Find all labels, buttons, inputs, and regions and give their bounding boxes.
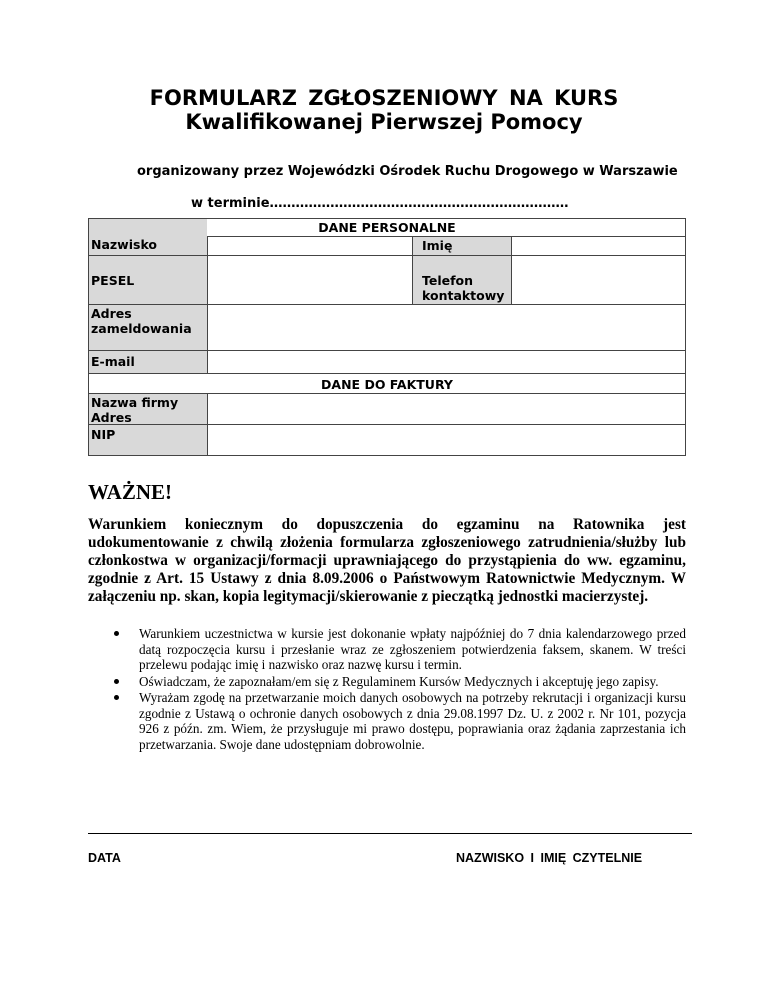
date-label: DATA [88, 851, 121, 865]
address-field[interactable] [208, 305, 685, 350]
email-label: E-mail [91, 354, 135, 369]
list-item [110, 674, 686, 690]
terms-list [110, 626, 686, 753]
phone-label: Telefon kontaktowy [422, 273, 505, 303]
surname-label: Nazwisko [91, 237, 158, 252]
bullet-icon [114, 695, 119, 700]
surname-field[interactable] [208, 237, 412, 255]
list-item [110, 690, 686, 752]
email-field[interactable] [208, 351, 685, 373]
signature-name-label: NAZWISKO I IMIĘ CZYTELNIE [456, 851, 643, 865]
list-item [110, 626, 686, 673]
nip-label: NIP [91, 427, 116, 442]
nip-field[interactable] [208, 425, 685, 455]
bullet-icon [114, 631, 119, 636]
bullet-icon [114, 679, 119, 684]
table-border-top [88, 218, 686, 219]
company-address-field[interactable] [208, 394, 685, 424]
pesel-field[interactable] [208, 256, 412, 304]
table-border-left [88, 218, 89, 456]
table-line [412, 236, 413, 304]
course-name: Kwalifikowanej Pierwszej Pomocy [185, 110, 583, 134]
name-field[interactable] [512, 237, 685, 255]
table-line [88, 373, 686, 374]
regulations-statement-text: Oświadczam, że zapoznałam/em się z Regulaminem Kursów Medycznych i akceptuję jego zapisy. [139, 673, 659, 689]
payment-terms-text: Warunkiem uczestnictwa w kursie jest dokonanie wpłaty najpóźniej do 7 dnia kalendarzowego przed datą rozpoczęcia kursu i przesłanie wraz ze zgłoszeniem potwierdzenia faksem, skanem. W treści przelewu podając imię i nazwisko oraz nazwę kursu i termin. [139, 626, 686, 672]
registration-table [88, 218, 686, 456]
section-personal-heading: DANE PERSONALNE [318, 220, 456, 235]
important-heading: WAŻNE! [88, 480, 173, 504]
term-line: w terminie…………………………………………………………… [191, 196, 569, 211]
data-consent-text: Wyrażam zgodę na przetwarzanie moich danych osobowych na potrzeby rekrutacji i organizacji kursu zgodnie z Ustawą o ochronie danych osobowych z dnia 29.08.1997 Dz. U. z 2002 r. Nr 101, pozycja 926 z późn. zm. Wiem, że przysługuje mi prawo dostępu, poprawiania oraz żądania zaprzestania ich przetwarzania. Swoje dane udostępniam dobrowolnie. [139, 690, 686, 752]
signature-line [88, 833, 692, 834]
address-label: Adres zameldowania [91, 306, 192, 336]
table-border-bottom [88, 455, 686, 456]
pesel-label: PESEL [91, 273, 135, 288]
table-border-right [685, 218, 686, 456]
admission-requirement-text: Warunkiem koniecznym do dopuszczenia do egzaminu na Ratownika jest udokumentowanie z chwilą złożenia formularza zgłoszeniowego zatrudnienia/służby lub członkostwa w organizacji/formacji uprawniającego do przystąpienia do ww. egzaminu, zgodnie z Art. 15 Ustawy z dnia 8.09.2006 o Państwowym Ratownictwie Medycznym. W załączeniu np. skan, kopia legitymacji/skierowanie z pieczątką jednostki macierzystej. [88, 516, 686, 605]
company-address-label: Nazwa firmy Adres [91, 395, 179, 425]
name-label: Imię [422, 238, 453, 253]
form-title: FORMULARZ ZGŁOSZENIOWY NA KURS [149, 86, 619, 110]
section-invoice-heading: DANE DO FAKTURY [321, 377, 453, 392]
organizer-line: organizowany przez Wojewódzki Ośrodek Ruchu Drogowego w Warszawie [137, 164, 678, 179]
phone-field[interactable] [512, 256, 685, 304]
